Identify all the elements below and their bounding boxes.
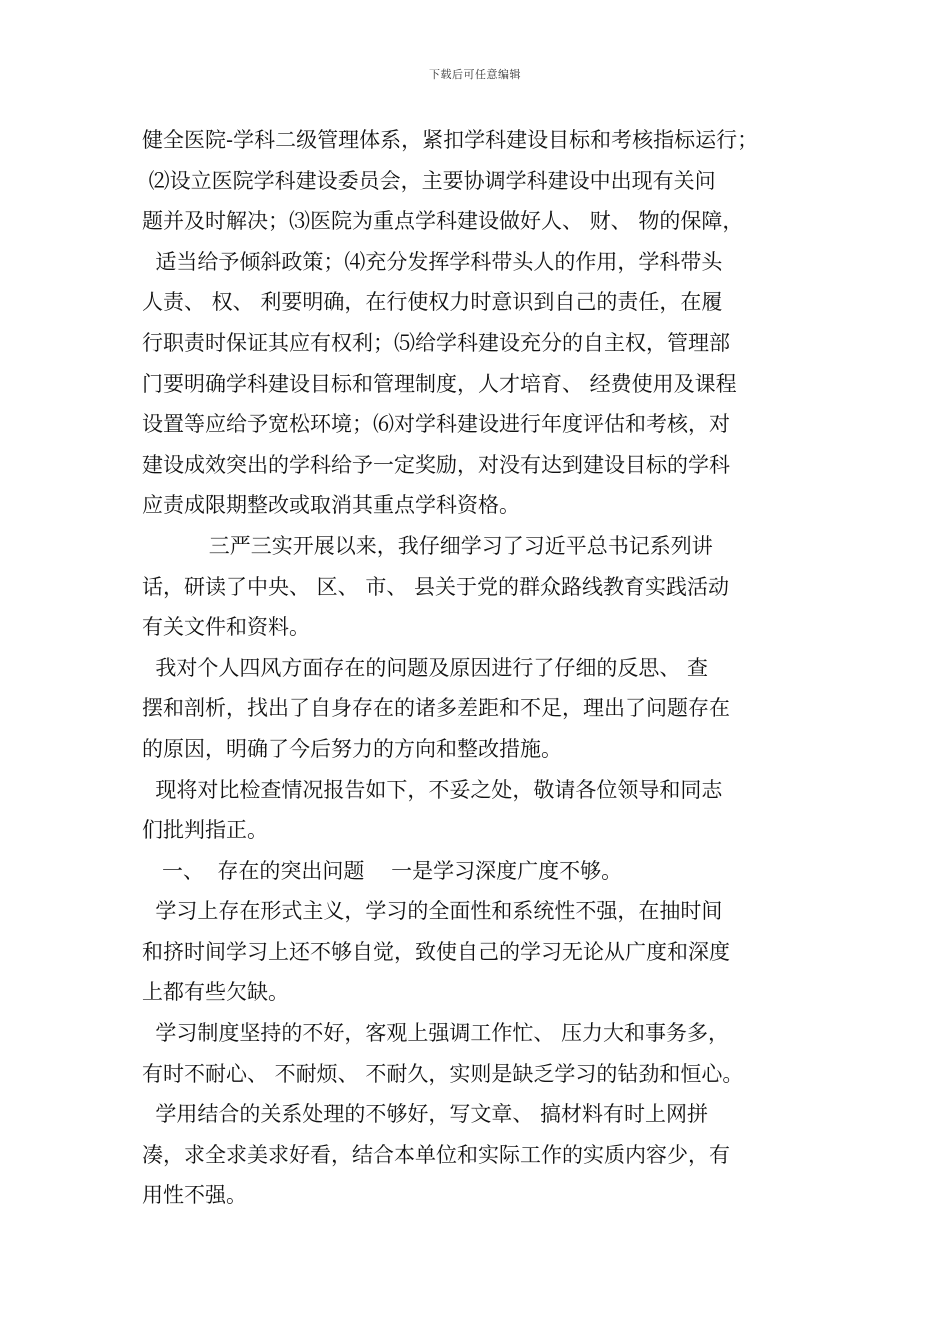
text-line: 我对个人四风方面存在的问题及原因进行了仔细的反思、 查 [142, 655, 709, 680]
text-line: 学用结合的关系处理的不够好，写文章、 搞材料有时上网拼 [142, 1102, 709, 1127]
text-line: 应责成限期整改或取消其重点学科资格。 [142, 493, 520, 518]
text-line: 摆和剖析，找出了自身存在的诸多差距和不足，理出了问题存在 [142, 696, 730, 721]
text-line: 健全医院-学科二级管理体系，紧扣学科建设目标和考核指标运行； [142, 128, 759, 152]
text-line: 设置等应给予宽松环境；⑹对学科建设进行年度评估和考核，对 [142, 412, 730, 437]
text-line: 人责、 权、 利要明确，在行使权力时意识到自己的责任，在履 [142, 290, 723, 315]
text-line: 行职责时保证其应有权利；⑸给学科建设充分的自主权，管理部 [142, 330, 730, 355]
text-line: 建设成效突出的学科给予一定奖励，对没有达到建设目标的学科 [142, 452, 730, 477]
text-line: 的原因，明确了今后努力的方向和整改措施。 [142, 736, 562, 761]
text-line: 学习制度坚持的不好，客观上强调工作忙、 压力大和事务多， [142, 1021, 730, 1046]
text-line: 有时不耐心、 不耐烦、 不耐久，实则是缺乏学习的钻劲和恒心。 [142, 1061, 744, 1086]
text-line: 题并及时解决；⑶医院为重点学科建设做好人、 财、 物的保障， [142, 209, 744, 234]
text-line: 话，研读了中央、 区、 市、 县关于党的群众路线教育实践活动 [142, 574, 730, 599]
text-line: 们批判指正。 [142, 818, 268, 843]
text-line: 门要明确学科建设目标和管理制度，人才培育、 经费使用及课程 [142, 371, 737, 396]
text-line: 适当给予倾斜政策；⑷充分发挥学科带头人的作用，学科带头 [142, 249, 723, 274]
text-line: 凑，求全求美求好看，结合本单位和实际工作的实质内容少，有 [142, 1142, 730, 1167]
text-line: 现将对比检查情况报告如下，不妥之处，敬请各位领导和同志 [142, 777, 723, 802]
text-line: 上都有些欠缺。 [142, 980, 289, 1005]
text-line: 一、 存在的突出问题 一是学习深度广度不够。 [142, 858, 623, 883]
text-line: 学习上存在形式主义，学习的全面性和系统性不强，在抽时间 [142, 899, 723, 924]
text-line: 用性不强。 [142, 1183, 247, 1208]
text-line: ⑵设立医院学科建设委员会，主要协调学科建设中出现有关问 [142, 168, 716, 193]
text-line: 三严三实开展以来，我仔细学习了习近平总书记系列讲 [142, 533, 713, 558]
text-line: 有关文件和资料。 [142, 615, 310, 640]
text-line: 和挤时间学习上还不够自觉，致使自己的学习无论从广度和深度 [142, 939, 730, 964]
header-note: 下载后可任意编辑 [429, 68, 521, 81]
body-text [142, 120, 812, 1216]
